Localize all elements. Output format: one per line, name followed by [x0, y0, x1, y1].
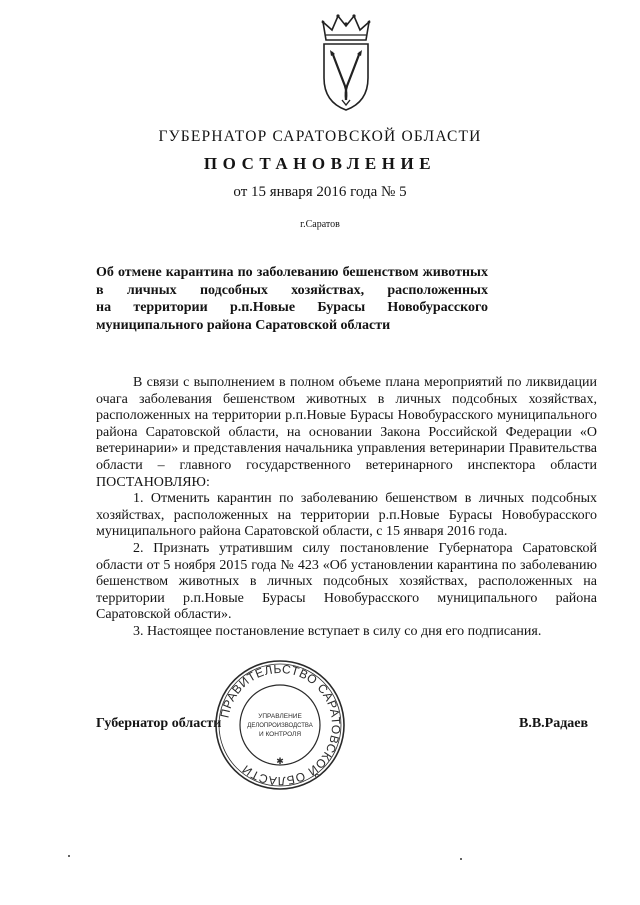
svg-text:ПРАВИТЕЛЬСТВО САРАТОВСКОЙ ОБЛА: ПРАВИТЕЛЬСТВО САРАТОВСКОЙ ОБЛАСТИ	[217, 661, 344, 789]
body-item-paragraph: 2. Признать утратившим силу постановление Губернатора Саратовской области от 5 ноября 2015 года № 423 «Об установлении карантина по заболеванию бешенством животных в личных подсобных хозяйствах, расположенных на территории р.п.Новые Бурасы Новобурасского муниципального района Саратовской области».	[96, 540, 597, 623]
svg-text:✱: ✱	[276, 757, 284, 767]
body-item-paragraph: 1. Отменить карантин по заболеванию бешенством в личных подсобных хозяйствах, расположенных на территории р.п.Новые Бурасы Новобурасского муниципального района Саратовской области, с 15 января 2016 года.	[96, 491, 597, 540]
scan-speck	[460, 858, 462, 860]
subject-line: Об отмене карантина по заболеванию бешенством животных	[96, 265, 488, 280]
coat-of-arms-emblem	[318, 10, 374, 114]
subject-line: в личных подсобных хозяйствах, расположенных	[96, 282, 488, 298]
signatory-name: В.В.Радаев	[519, 716, 589, 731]
document-body	[96, 375, 597, 641]
document-city: г.Саратов	[300, 219, 340, 230]
document-type-title: ПОСТАНОВЛЕНИЕ	[203, 154, 437, 173]
document-date-number: от 15 января 2016 года № 5	[233, 184, 407, 200]
svg-text:И КОНТРОЛЯ: И КОНТРОЛЯ	[258, 731, 302, 738]
svg-text:ДЕЛОПРОИЗВОДСТВА: ДЕЛОПРОИЗВОДСТВА	[247, 723, 313, 729]
svg-text:УПРАВЛЕНИЕ: УПРАВЛЕНИЕ	[258, 713, 302, 720]
body-intro-paragraph: В связи с выполнением в полном объеме плана мероприятий по ликвидации очага заболевания бешенством животных в личных подсобных хозяйствах, расположенных на территории р.п.Новые Бурасы Новобурасского муниципального района Саратовской области, на основании Закона Российской Федерации «О ветеринарии» и представления начальника управления ветеринарии Правительства области – главного государственного ветеринарного инспектора области ПОСТАНОВЛЯЮ:	[96, 375, 597, 490]
official-stamp	[213, 658, 347, 792]
body-item-paragraph: 3. Настоящее постановление вступает в силу со дня его подписания.	[133, 623, 542, 639]
subject-line: муниципального района Саратовской области	[96, 317, 391, 333]
issuing-authority: ГУБЕРНАТОР САРАТОВСКОЙ ОБЛАСТИ	[158, 128, 482, 145]
document-subject	[96, 264, 488, 334]
signatory-position: Губернатор области	[96, 716, 222, 731]
subject-line: на территории р.п.Новые Бурасы Новобурасского	[96, 300, 488, 315]
scan-speck	[68, 855, 70, 857]
